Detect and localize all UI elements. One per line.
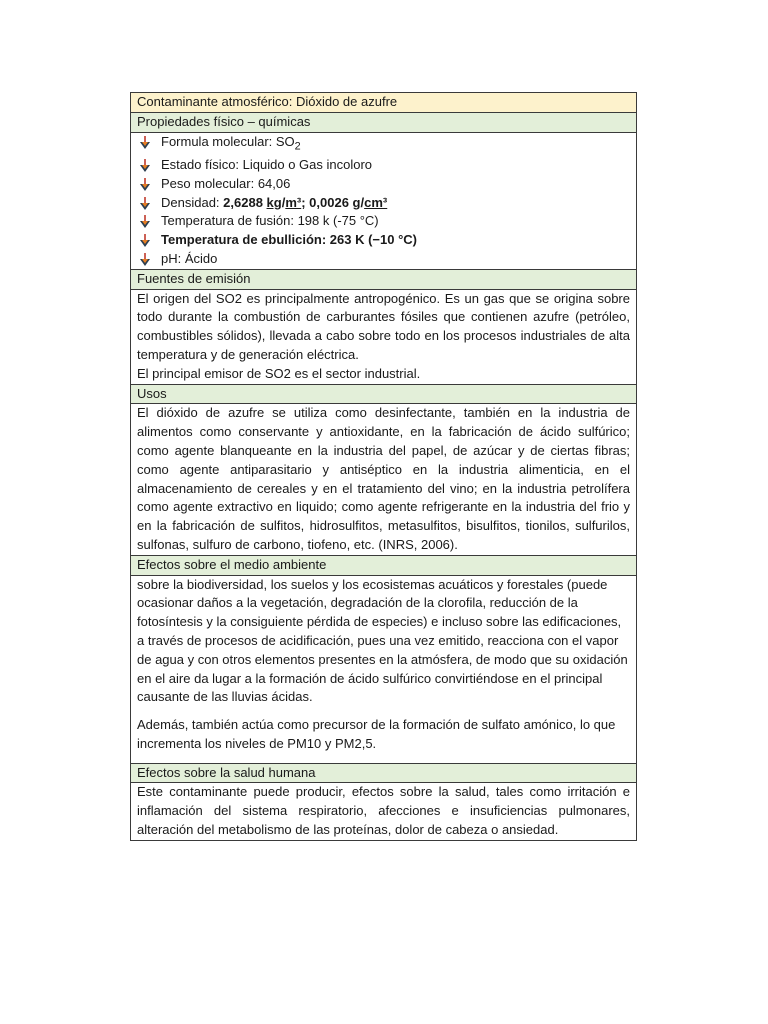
so2-info-table: [130, 92, 637, 841]
usos-paragraph: El dióxido de azufre se utiliza como desinfectante, también en la industria de alimentos como conservante y antioxidante, en la fabricación de ácido sulfúrico; como agente blanqueante en la industria del papel, de azúcar y de ciertas fibras; como agente antiparasitario y antiséptico en la industria alimenticia, en el almacenamiento de cereales y en el tratamiento del vino; en la industria petrolífera como agente extractivo en liquido; como agente refrigerante en la industria del frio y en la fabricación de sulfitos, hidrosulfitos, metasulfitos, bisulfitos, tionilos, sulfurilos, sulfonas, sulfuro de carbono, tiofeno, etc. (INRS, 2006).: [137, 405, 630, 552]
list-item: [137, 133, 630, 156]
properties-row: [131, 132, 637, 269]
properties-header: Propiedades físico – químicas: [131, 112, 637, 132]
usos-row: [131, 404, 637, 555]
medio-ambiente-header-row: [131, 555, 637, 575]
densidad-separator: ; 0,0026: [301, 194, 353, 210]
list-item: [137, 212, 630, 231]
list-item: [137, 231, 630, 250]
medio-ambiente-header: Efectos sobre el medio ambiente: [131, 555, 637, 575]
pushpin-bullet-icon: [139, 234, 151, 247]
fuentes-paragraph-1: El origen del SO2 es principalmente antropogénico. Es un gas que se origina sobre todo durante la combustión de carburantes fósiles que contienen azufre (petróleo, combustibles sólidos), llevada a cabo sobre todo en los procesos industriales de alta temperatura y de generación eléctrica.: [137, 290, 630, 362]
properties-header-row: [131, 112, 637, 132]
medio-ambiente-row: [131, 575, 637, 763]
densidad-unit-2b[interactable]: cm³: [364, 194, 388, 210]
formula-label: Formula molecular: SO: [161, 133, 295, 149]
medio-ambiente-paragraph-1: sobre la biodiversidad, los suelos y los ecosistemas acuáticos y forestales (puede ocasionar daños a la vegetación, degradación de la clorofila, reducción de la fotosíntesis y la consiguiente pérdida de especies) e incluso sobre las edificaciones, a través de procesos de acidificación, pues una vez emitido, reacciona con el vapor de agua y con otros elementos presentes en la atmósfera, de modo que su oxidación en el aire da lugar a la formación de ácido sulfúrico convirtiéndose en el principal causante de las lluvias ácidas.: [137, 576, 628, 705]
list-item: [137, 175, 630, 194]
salud-header-row: [131, 763, 637, 783]
fuentes-header-row: [131, 269, 637, 289]
salud-row: [131, 783, 637, 840]
title-row: [131, 93, 637, 113]
densidad-unit-2[interactable]: g: [352, 194, 361, 210]
pushpin-bullet-icon: [139, 136, 151, 149]
list-item: [137, 156, 630, 175]
list-item: [137, 250, 630, 269]
fuentes-cell: [131, 289, 637, 384]
pushpin-bullet-icon: [139, 197, 151, 210]
pushpin-bullet-icon: [139, 253, 151, 266]
salud-header: Efectos sobre la salud humana: [131, 763, 637, 783]
estado-text: Estado físico: Liquido o Gas incoloro: [161, 156, 373, 172]
formula-subscript: 2: [294, 140, 301, 153]
medio-ambiente-cell: [131, 575, 637, 763]
usos-header-row: [131, 384, 637, 404]
fuentes-row: [131, 289, 637, 384]
usos-header: Usos: [131, 384, 637, 404]
list-item: [137, 194, 630, 213]
ph-text: pH: Ácido: [161, 250, 218, 266]
salud-cell: [131, 783, 637, 840]
ebullicion-text: Temperatura de ebullición: 263 K (−10 °C): [161, 232, 418, 248]
densidad-label: Densidad:: [161, 194, 224, 210]
densidad-slash-1: /: [281, 194, 286, 210]
fuentes-paragraph-2: El principal emisor de SO2 es el sector industrial.: [137, 365, 421, 381]
densidad-unit-1[interactable]: kg: [266, 194, 282, 210]
properties-list: [137, 133, 630, 269]
peso-text: Peso molecular: 64,06: [161, 175, 291, 191]
fuentes-header: Fuentes de emisión: [131, 269, 637, 289]
medio-ambiente-paragraph-2: Además, también actúa como precursor de la formación de sulfato amónico, lo que incrementa los niveles de PM10 y PM2,5.: [137, 717, 616, 751]
densidad-slash-2: /: [360, 194, 365, 210]
densidad-unit-1b[interactable]: m³: [285, 194, 302, 210]
salud-paragraph: Este contaminante puede producir, efectos sobre la salud, tales como irritación e inflamación del sistema respiratorio, afecciones e insuficiencias pulmonares, alteración del metabolismo de las proteínas, dolor de cabeza o ansiedad.: [137, 784, 630, 838]
densidad-value-1: 2,6288: [223, 194, 267, 210]
usos-cell: [131, 404, 637, 555]
table-title: Contaminante atmosférico: Dióxido de azufre: [131, 93, 637, 113]
pushpin-bullet-icon: [139, 159, 151, 172]
pushpin-bullet-icon: [139, 215, 151, 228]
properties-cell: [131, 132, 637, 269]
fusion-text: Temperatura de fusión: 198 k (-75 °C): [161, 213, 379, 229]
pushpin-bullet-icon: [139, 178, 151, 191]
